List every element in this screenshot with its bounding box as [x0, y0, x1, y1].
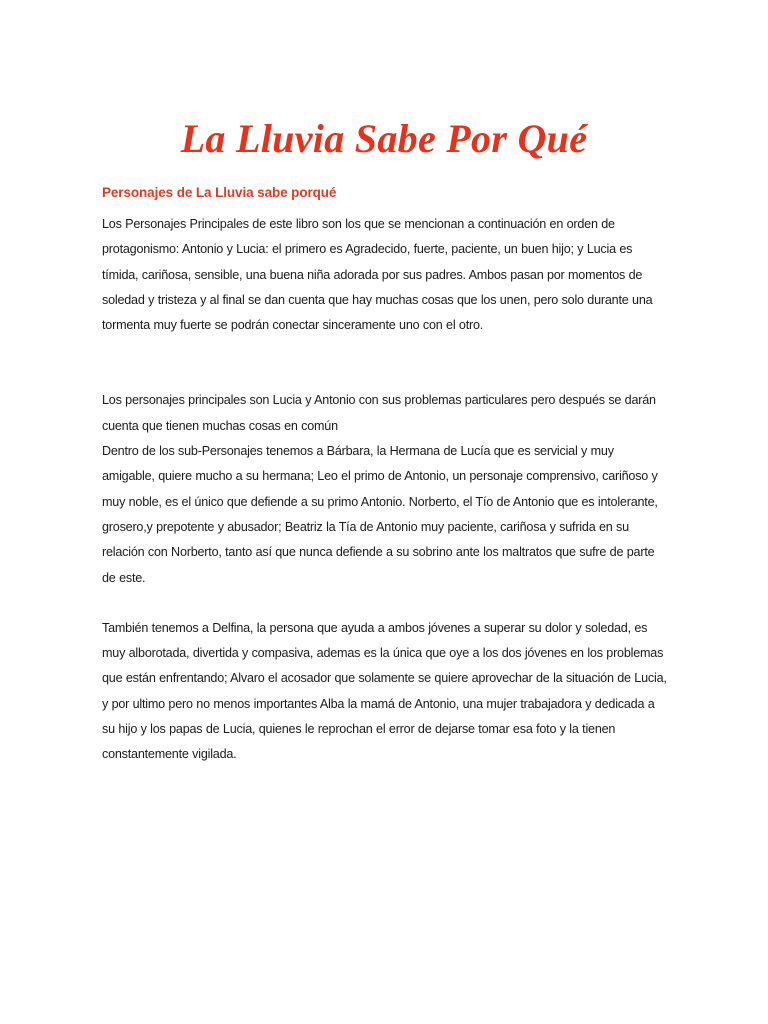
paragraph-principales-resumen: Los personajes principales son Lucia y Antonio con sus problemas particulares pero después se darán cuenta que tienen muchas cosas en común	[102, 392, 656, 433]
paragraph-spacer	[102, 590, 668, 615]
paragraph-principales-descripcion: Los Personajes Principales de este libro son los que se mencionan a continuación en orden de protagonismo: Antonio y Lucia: el primero es Agradecido, fuerte, paciente, un buen hijo; y Lucia es tímida, cariñosa, sensible, una buena niña adorada por sus padres. Ambos pasan por momentos de soledad y tristeza y al final se dan cuenta que hay muchas cosas que los unen, pero solo durante una tormenta muy fuerte se podrán conectar sinceramente uno con el otro.	[102, 216, 653, 333]
paragraph-spacer	[102, 337, 668, 387]
paragraph-sub-personajes: Dentro de los sub-Personajes tenemos a Bárbara, la Hermana de Lucía que es servicial y muy amigable, quiere mucho a su hermana; Leo el primo de Antonio, un personaje comprensivo, cariñoso y muy noble, es el único que defiende a su primo Antonio. Norberto, el Tío de Antonio que es intolerante, grosero,y prepotente y abusador; Beatriz la Tía de Antonio muy paciente, cariñosa y sufrida en su relación con Norberto, tanto así que nunca defiende a su sobrino ante los maltratos que sufre de parte de este.	[102, 443, 658, 585]
section-heading-personajes: Personajes de La Lluvia sabe porqué	[102, 185, 337, 200]
paragraph-delfina-otros: También tenemos a Delfina, la persona que ayuda a ambos jóvenes a superar su dolor y soledad, es muy alborotada, divertida y compasiva, ademas es la única que oye a los dos jóvenes en los problemas que están enfrentando; Alvaro el acosador que solamente se quiere aprovechar de la situación de Lucia, y por ultimo pero no menos importantes Alba la mamá de Antonio, una mujer trabajadora y dedicada a su hijo y los papas de Lucia, quienes le reprochan el error de dejarse tomar esa foto y la tienen constantemente vigilada.	[102, 619, 667, 762]
page-title: La Lluvia Sabe Por Qué	[180, 115, 588, 161]
document-body	[102, 180, 668, 767]
